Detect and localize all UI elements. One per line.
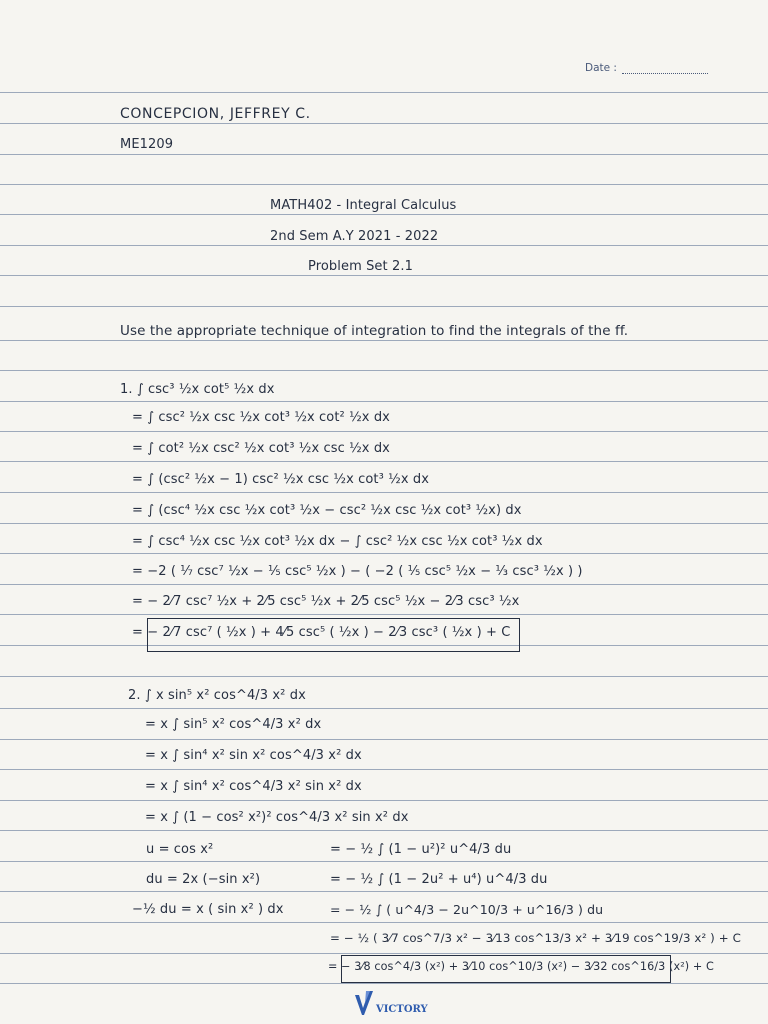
ruled-line [0,739,768,740]
ruled-line [0,431,768,432]
problem2-step: = x ∫ sin⁴ x² cos^4/3 x² sin x² dx [145,779,362,794]
ruled-line [0,370,768,371]
ruled-line [0,523,768,524]
ruled-line [0,123,768,124]
problem2-work: = − ½ ( 3⁄7 cos^7/3 x² − 3⁄13 cos^13/3 x² + 3⁄19 cos^19/3 x² ) + C [330,931,741,945]
date-blank-line [622,73,708,74]
ruled-line [0,676,768,677]
ruled-line [0,401,768,402]
date-label: Date : [585,62,617,74]
ruled-line [0,861,768,862]
ruled-line [0,184,768,185]
course-title: MATH402 - Integral Calculus [270,198,457,213]
problem-set-title: Problem Set 2.1 [308,259,413,274]
ruled-line [0,340,768,341]
brand-name: VICTORY [376,1003,428,1015]
problem2-work: = − ½ ∫ ( u^4/3 − 2u^10/3 + u^16/3 ) du [330,902,604,917]
problem1-step: = ∫ (csc² ½x − 1) csc² ½x csc ½x cot³ ½x dx [132,472,430,487]
ruled-line [0,953,768,954]
ruled-line [0,922,768,923]
problem2-work: = − ½ ∫ (1 − u²)² u^4/3 du [330,842,512,857]
student-name: CONCEPCION, JEFFREY C. [120,106,311,122]
problem2-work: = − ½ ∫ (1 − 2u² + u⁴) u^4/3 du [330,872,548,887]
problem2-step: 2. ∫ x sin⁵ x² cos^4/3 x² dx [128,688,306,703]
ruled-line [0,800,768,801]
ruled-line [0,275,768,276]
ruled-line [0,214,768,215]
ruled-line [0,92,768,93]
instructions-text: Use the appropriate technique of integration to find the integrals of the ff. [120,323,629,339]
substitution-line: −½ du = x ( sin x² ) dx [132,902,284,917]
ruled-line [0,492,768,493]
ruled-line [0,708,768,709]
section-code: ME1209 [120,137,174,152]
ruled-line [0,830,768,831]
ruled-line [0,306,768,307]
substitution-line: u = cos x² [146,842,214,857]
ruled-line [0,584,768,585]
ruled-line [0,614,768,615]
substitution-line: du = 2x (−sin x²) [146,872,261,887]
problem1-step: = ∫ (csc⁴ ½x csc ½x cot³ ½x − csc² ½x csc ½x cot³ ½x) dx [132,503,522,518]
ruled-line [0,461,768,462]
problem2-answer: = − 3⁄8 cos^4/3 (x²) + 3⁄10 cos^10/3 (x²) − 3⁄32 cos^16/3 (x²) + C [328,960,714,973]
problem1-step: = −2 ( ⅐ csc⁷ ½x − ⅕ csc⁵ ½x ) − ( −2 ( ⅕ csc⁵ ½x − ⅓ csc³ ½x ) ) [132,564,583,579]
problem1-step: = ∫ cot² ½x csc² ½x cot³ ½x csc ½x dx [132,441,390,456]
ruled-line [0,983,768,984]
academic-term: 2nd Sem A.Y 2021 - 2022 [270,229,439,244]
problem1-answer: = − 2⁄7 csc⁷ ( ½x ) + 4⁄5 csc⁵ ( ½x ) − 2⁄3 csc³ ( ½x ) + C [132,625,511,640]
problem1-step: = − 2⁄7 csc⁷ ½x + 2⁄5 csc⁵ ½x + 2⁄5 csc⁵ ½x − 2⁄3 csc³ ½x [132,594,520,609]
problem2-step: = x ∫ sin⁴ x² sin x² cos^4/3 x² dx [145,748,362,763]
ruled-line [0,553,768,554]
problem2-step: = x ∫ (1 − cos² x²)² cos^4/3 x² sin x² dx [145,810,409,825]
victory-logo [353,989,428,1019]
ruled-line [0,245,768,246]
ruled-line [0,154,768,155]
ruled-line [0,891,768,892]
problem1-step: = ∫ csc² ½x csc ½x cot³ ½x cot² ½x dx [132,410,390,425]
victory-v-icon [353,989,375,1019]
problem1-step: = ∫ csc⁴ ½x csc ½x cot³ ½x dx − ∫ csc² ½x csc ½x cot³ ½x dx [132,534,543,549]
problem1-step: 1. ∫ csc³ ½x cot⁵ ½x dx [120,382,275,397]
ruled-line [0,769,768,770]
problem2-step: = x ∫ sin⁵ x² cos^4/3 x² dx [145,717,322,732]
